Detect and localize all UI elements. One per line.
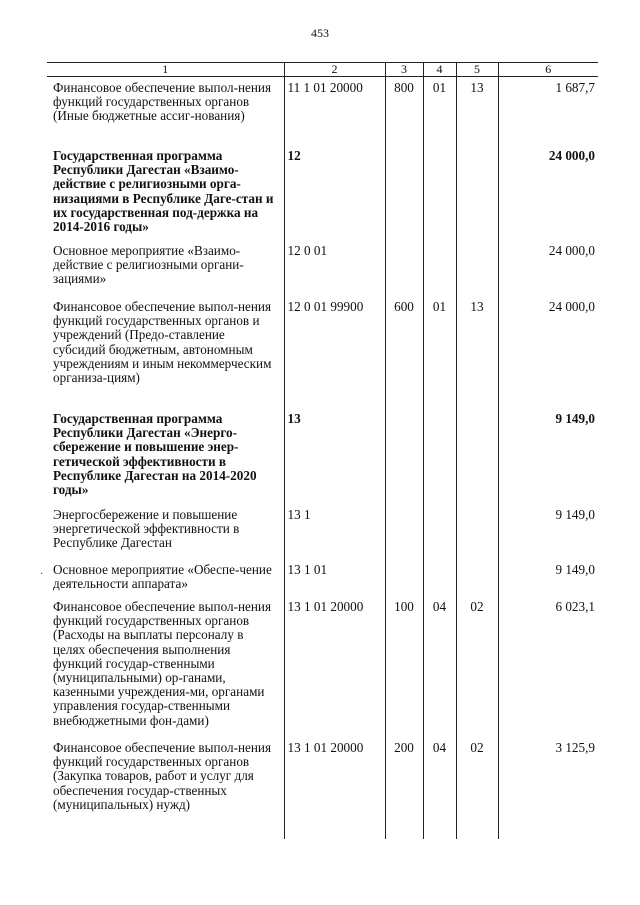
row-code: 13 <box>284 408 385 504</box>
row-rz: 01 <box>423 77 456 146</box>
column-header-6: 6 <box>498 63 598 77</box>
row-pr <box>456 240 498 296</box>
row-pr: 13 <box>456 296 498 408</box>
row-pr <box>456 408 498 504</box>
table-row <box>47 145 598 240</box>
row-pr <box>456 504 498 559</box>
column-header-1: 1 <box>47 63 284 77</box>
row-amount: 24 000,0 <box>498 240 598 296</box>
row-rz <box>423 504 456 559</box>
stray-mark: · <box>40 569 44 580</box>
row-name: Государственная программа Республики Дагестан «Взаимо-действие с религиозными орга-низациями в Республике Даге-стан и их государственная под-держка на 2014-2016 годы» <box>53 148 274 235</box>
row-vr <box>385 145 423 240</box>
row-amount: 24 000,0 <box>498 296 598 408</box>
row-vr <box>385 559 423 596</box>
row-rz <box>423 408 456 504</box>
row-code: 11 1 01 20000 <box>284 77 385 146</box>
row-pr: 02 <box>456 596 498 737</box>
row-name: Финансовое обеспечение выпол-нения функций государственных органов и учреждений (Предо-ставление субсидий бюджетным, автономным учреждениям и иным некоммерческим организа-циям) <box>53 299 272 386</box>
table-row <box>47 737 598 839</box>
row-rz: 04 <box>423 737 456 839</box>
table-row <box>47 408 598 504</box>
row-vr: 800 <box>385 77 423 146</box>
row-pr: 13 <box>456 77 498 146</box>
row-rz: 04 <box>423 596 456 737</box>
row-code: 13 1 01 <box>284 559 385 596</box>
row-rz: 01 <box>423 296 456 408</box>
row-code: 13 1 01 20000 <box>284 737 385 839</box>
row-code: 13 1 01 20000 <box>284 596 385 737</box>
row-amount: 6 023,1 <box>498 596 598 737</box>
row-name: Государственная программа Республики Дагестан «Энерго-сбережение и повышение энер-гетической эффективности в Республике Дагестан на 2014-2020 годы» <box>53 411 257 498</box>
row-pr <box>456 145 498 240</box>
row-name: Основное мероприятие «Взаимо-действие с религиозными органи-зациями» <box>53 243 244 287</box>
table-row <box>47 77 598 146</box>
row-pr <box>456 559 498 596</box>
row-amount: 9 149,0 <box>498 559 598 596</box>
table-row <box>47 240 598 296</box>
row-amount: 24 000,0 <box>498 145 598 240</box>
row-vr: 100 <box>385 596 423 737</box>
page-number: 453 <box>311 26 329 40</box>
row-amount: 1 687,7 <box>498 77 598 146</box>
table-row <box>47 296 598 408</box>
row-rz <box>423 559 456 596</box>
table-row <box>47 559 598 596</box>
row-vr <box>385 504 423 559</box>
row-vr <box>385 408 423 504</box>
column-header-5: 5 <box>456 63 498 77</box>
row-vr <box>385 240 423 296</box>
row-name: Финансовое обеспечение выпол-нения функций государственных органов (Расходы на выплаты персоналу в целях обеспечения выполнения функций государ-ственными (муниципальными) ор-ганами, казенными учреждения-ми, органами управления государ-ственными внебюджетными фон-дами) <box>53 599 272 728</box>
header-row <box>47 63 598 77</box>
row-code: 12 0 01 <box>284 240 385 296</box>
column-header-2: 2 <box>284 63 385 77</box>
table-row <box>47 596 598 737</box>
row-name: Финансовое обеспечение выпол-нения функций государственных органов (Иные бюджетные ассиг-нования) <box>53 80 272 124</box>
row-amount: 3 125,9 <box>498 737 598 839</box>
table-row <box>47 504 598 559</box>
row-amount: 9 149,0 <box>498 504 598 559</box>
row-code: 12 <box>284 145 385 240</box>
column-header-3: 3 <box>385 63 423 77</box>
row-vr: 600 <box>385 296 423 408</box>
row-name: Энергосбережение и повышение энергетической эффективности в Республике Дагестан <box>53 507 240 551</box>
row-rz <box>423 240 456 296</box>
row-pr: 02 <box>456 737 498 839</box>
row-amount: 9 149,0 <box>498 408 598 504</box>
row-code: 12 0 01 99900 <box>284 296 385 408</box>
row-name: Основное мероприятие «Обеспе-чение деятельности аппарата» <box>53 562 272 592</box>
row-code: 13 1 <box>284 504 385 559</box>
row-rz <box>423 145 456 240</box>
budget-table <box>47 62 598 839</box>
column-header-4: 4 <box>423 63 456 77</box>
row-vr: 200 <box>385 737 423 839</box>
row-name: Финансовое обеспечение выпол-нения функций государственных органов (Закупка товаров, работ и услуг для обеспечения государ-ственных (муниципальных) нужд) <box>53 740 272 812</box>
